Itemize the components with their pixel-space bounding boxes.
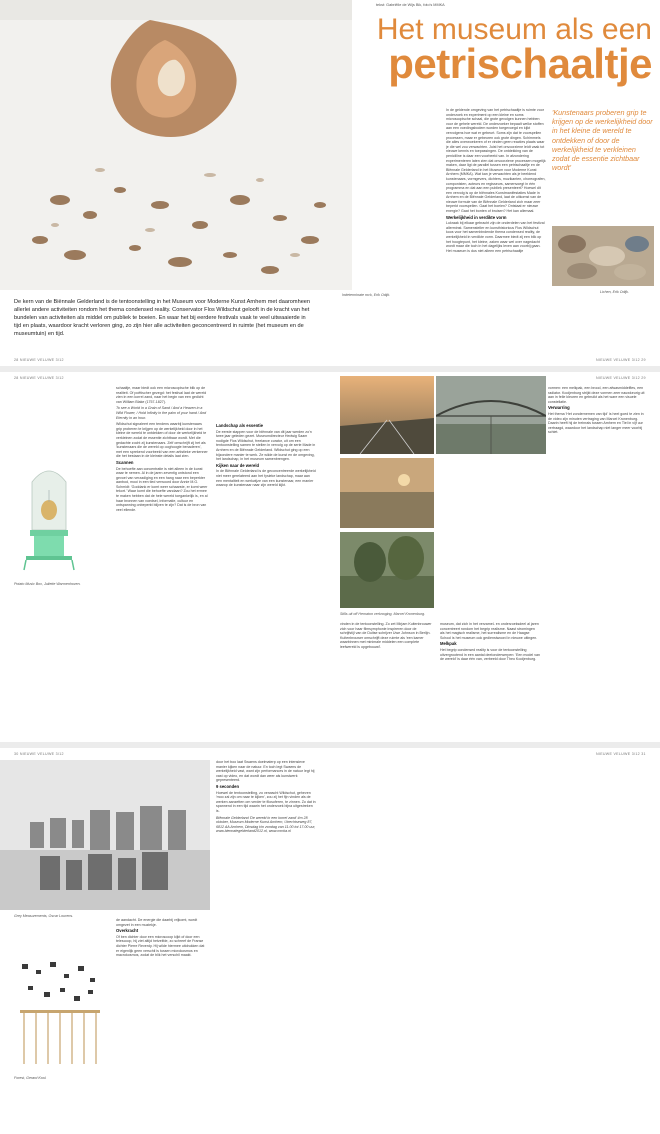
- column-text: In de Biënnale Gelderland is de geconcentreerde werkelijkheid niet meer gerelateerd aan het fysieke landschap, maar aan een mentaliteit en werkwijze van een kunstenaar, een manier waarop de kunstenaar naar zijn wereld kijkt.: [216, 469, 316, 488]
- photo-mist-landscape: [340, 458, 434, 528]
- article-lead: De kern van de Biënnale Gelderland is de tentoonstelling in het Museum voor Moderne Kunst Arnhem met daaromheen allerlei andere activiteiten rondom het thema condensed reality. Conservator Flos Wildschut gelooft in de kracht van het bundelen van activiteiten als middel om publiek te boeien. En waar het bij eerdere festivals vaak te veel uitwaaierde in tijd en plaats, waardoor kracht verloren ging, zo zijn hier alle activiteiten geconcentreerd in ruimte (het museum en de museumtuin) en tijd.: [14, 299, 311, 337]
- column-text: De eerste stappen voor de biënnale van dit jaar werden zo'n twee jaar geleden gezet. Museumdirecteur Hedwig Saam nodigde Flos Wildschut, freelance curator, uit om een tentoonstelling samen te stellen in vervolg op de serie Made in Arnhem en de Biënnale Gelderland. Wildschut ging op een bijzondere manier te werk. Ze wilde de kunst en de omgeving, het landschap, in het museum samenbrengen.: [216, 429, 316, 462]
- folio-left: 28 NIEUWE VELUWE 3/12: [14, 376, 64, 380]
- photo-grey-measurements: [0, 760, 210, 910]
- folio-right: NIEUWE VELUWE 3/12 29: [596, 358, 646, 362]
- spread2-column-3: [340, 622, 432, 736]
- column-subhead: Melkpak: [440, 641, 457, 647]
- column-text: Lukraak bij elkaar gebracht zijn de onderdelen van het festival allerminst. Samensteller en kunsthistoricus Flos Wildschut koos voor het samenbindende thema condensed reality, de werkelijkheid in verdikte vorm. Daarmee biedt zij een blik op het hoogtepunt, het kleine, zaken waar wel over nagedacht wordt maar die toch in het dagelijks leven aan voorbij gaan. Het museum is dus niet alleen een petrischaaltje: [446, 221, 545, 253]
- caption-stills: Stills uit off Hematon verknoging, Marcel Kronenburg.: [340, 612, 426, 616]
- spread-two: [0, 372, 660, 742]
- column-subhead: Verwarring: [548, 405, 570, 411]
- photo-bridge: [436, 376, 546, 454]
- folio-right: NIEUWE VELUWE 3/12 29: [596, 376, 646, 380]
- column-subhead: Scannen: [116, 459, 134, 465]
- photo-lichen: [552, 226, 654, 286]
- spread-three: [0, 748, 660, 1134]
- spread2-column-5: [548, 386, 648, 736]
- column-subhead: Overkracht: [116, 928, 139, 934]
- column-text: vormen: een melkpak, een brood, een afwasmiddelfles, een radiator. Kooijenburg strijkt deze vormen zeer nauwkeurig uit aan in felle kleuren en gebruikt als het ware een visuele constellatie.: [548, 386, 645, 404]
- folio-left: 30 NIEUWE VELUWE 3/12: [14, 752, 64, 756]
- column-text: Hoewel de tentoonstelling, zo verwacht Wildschut, geheven 'moo zal zijn om naar te kijken', zou zij het fijn vinden als de werken aanzetten om verder te filosoferen, te zinnen. Zo dat in spannend in een tijd waarin het onderzoek bijna uitgestreken is.: [216, 790, 316, 813]
- column-text: vinden in de tentoonstelling. Zo zet Mirjam Kuitenbrouwer zich voor haar filmsymphonie inspireren door de schrijfstijl van de Duitse schrijver Uwe Johnson in Berlijn. Kuitenbrouwer omschrijft deze ruimte als 'een kamer waarbinnen met minimale middelen een complete leefwereld is opgebouwd'.: [340, 622, 432, 649]
- article-column-1: [446, 108, 546, 364]
- column-text: De behoefte aan concentratie is niet alleen in de kunst waar te nemen. Al in de jaren zeventig ontstond een gevoel van verzadiging en een hang naar een beperkter aanbod, mooi in een tied verwoord door Annie M.G. Schmidt: 'Goddank er komt weer schaarste, er komt weer tekort.' Waar komt die behoefte vandaan? Zou het ermee te maken hebben dat de hele wereld toegankelijk is, en al haar bronnen van voedsel, informatie, cultuur en ontspanning onbeperkt blijven te zijn? Dat is de bron van veel ellende.: [116, 466, 208, 512]
- pull-quote: 'Kunstenaars proberen grip te krijgen op de werkelijkheid door in het kleine de wereld te ontdekken of door de werkelijkheid te verkleinen zodat de essentie zichtbaar wordt': [552, 108, 653, 173]
- spread3-column-2: [216, 760, 316, 1128]
- photo-forest: [14, 952, 106, 1072]
- photo-trees: [340, 532, 434, 608]
- folio-right: NIEUWE VELUWE 3/12 31: [596, 752, 646, 756]
- caption-potato-music-box: Potato Music Box, Juliette Warmenhoven.: [14, 582, 81, 586]
- caption-grey-measurements: Grey Measurements, Oscar Lourens.: [14, 914, 74, 918]
- spread2-column-1: [116, 386, 208, 736]
- spread3-column-1: [116, 918, 208, 1128]
- photo-potato-music-box: [14, 452, 84, 576]
- column-text: Het begrip condensed reality is voor de tentoonstelling uitvergrootend in een aantal deelonderwerpen: 'Een model van de wereld' is daar één van, verbeeld door Theo Kooijenburg.: [440, 647, 540, 662]
- caption-forest: Forest, Gerard Kool.: [14, 1076, 47, 1080]
- spread2-column-4: [440, 622, 540, 736]
- column-text: schaaltje, maar biedt ook een microscopische blik op de realiteit. Of poëtischer gezegd: het festival laat de wereld zien in een korrel zand, naar het begin van een gedicht van William Blake (1757-1827).: [116, 386, 207, 404]
- column-text: door het boo laat Swaens doelmaterp op een intensieve manier kijken naar de natuur. En toch legt Swaens de werkelijkheid vast, want zijn performances in de natuur legt hij vast op video, en dat wordt dan weer als kunstwerk gepresenteerd.: [216, 760, 315, 783]
- spread-one: [0, 0, 660, 366]
- column-text: Of ben dichter door een microscoop kijkt of door een telescoop, hij ziet altijd hetzelfde, zo schreef de Franse dichter Pierre Reverdy. Hij wilde hiermee uitdrukken dat er eigenlijk geen verschil is tussen microkosmos en macrokosmos, zodat de blik het verschil maakt.: [116, 934, 205, 958]
- column-subhead: Kijken naar de wereld: [216, 462, 260, 468]
- article-credit: tekst: Gabriëlle de Wijs Bik, foto's MMKA: [376, 3, 445, 7]
- poem-text: To see a World in a Grain of Sand / And a Heaven in a Wild Flower, / Hold Infinity in the palm of your hand / And Eternity in an hour.: [116, 406, 207, 420]
- column-text: Wildschut signaleert een tendens waarbij kunstenaars grip proberen te krijgen op de werkelijkheid door in het kleine de wereld te ontdekken of door de werkelijkheid te verkleinen zodat de essentie zichtbaar wordt. Met die gedachte zocht zij kunstenaars. Zelf omschrijft zij het als 'kunstenaars die de wereld op ooghoogte benaderen', met een sprekend voorbeeld van een artistieke verkenner die het bestaan in de kleinste details laat zien.: [116, 422, 208, 459]
- column-text: de aandacht. De energie die daarbij vrijkomt, wordt omgezet in een muziekje.: [116, 918, 198, 927]
- caption-main-photo: Indeterminate rock, Erik Odijk.: [342, 293, 391, 297]
- exhibition-info: [216, 816, 316, 834]
- folio-left: 28 NIEUWE VELUWE 3/12: [14, 358, 64, 362]
- column-text: In de geldende omgeving van het petrischaaltje is ruimte voor onderzoek en experiment op een kleine en soms microscopische schaal, die grote gevolgen kunnen hebben voor de gehele wereld. De onderzoeker bepaalt welke stoffen aan een voedingsbodem worden toegevoegd en kijkt vervolgens hoe wat er gebeurt. Soms zijn dat te voorspellen processen, maar er gebeuren ook grote dingen. Schimmels die alles overwoekeren of er vinden geen reacties plaats waar je die wel zou verwachten. Juist het onvoorziene leidt vaak tot nieuwe kennis en toepassingen. De ontdekking van de penicilline is daar een voorbeeld van. In afzondering experimenteren laten zien dat onvoorziene processen mogelijk maken, daar ligt de parallel tussen een petrischaaltje en de Biënnale Gelderland in het Museum voor Moderne Kunst Arnhem (MMKA). Wat kan je verwachten als je beeldend kunstenaars, vormgevers, dichters, muzikanten, choreografen, componisten, acteurs en regisseurs, samenvoegt in één programma en dat aan een publiek presenteert? Hoewel dit een vervolg is op de biënnales Kunstmanifestaties Made in Arnhem en de Biënnale Gelderland, laat de uitkomst van de nieuwe formule van de Biënnale Gelderland zich maar zeer beperkt voorspellen. Gaat het boeien? Ontstaat er nieuwe energie? Gaat het bonten of bruisen? Het kan allemaal.: [446, 108, 546, 214]
- column-subhead: Landschap als essentie: [216, 423, 264, 428]
- poem: [116, 406, 208, 420]
- caption-lichen: Lichen, Erik Odijk.: [600, 290, 629, 294]
- photo-indeterminate-rock: [0, 0, 352, 290]
- column-text: Het thema 'Het zondernemen van tijd' is heel goed te zien in de video zijn minuten vertraging van Marcel Kronenburg. Daarin heeft hij de treinrais tussen Arnhem en Tiel in vijf uur vertraagd, waardoor het landschap niet langer meer voorbij schiet.: [548, 411, 644, 435]
- column-subhead: Werkelijkheid in verdikte vorm: [446, 214, 507, 220]
- article-title-line2: petrischaaltje: [388, 40, 652, 87]
- photo-rail-landscape: [340, 376, 434, 454]
- column-text: museum, dat zich in het verzamel- en onderzoeksdeel al jaren concentreert rondom het begrip realisme. Naast stromingen als het magisch realisme, het surrealisme en de Haagse School is het museum ook gedienstwoord in nieuwe uitingen.: [440, 622, 539, 640]
- article-title-line1: Het museum als een: [376, 13, 652, 46]
- exhibition-info-text: Biënnale Gelderland 'De wereld in een korrel zand' t/m 28 oktober, Museum Moderne Kunst Arnhem, Utrechtseweg 87, 6812 AA Arnhem, Dinsdag t/m zondag van 11.00 tot 17.00 uur, www.biennalegelderland2012.nl, www.mmka.nl: [216, 815, 316, 834]
- spread2-column-2: [216, 422, 316, 736]
- column-subhead: 9 seconden: [216, 783, 240, 789]
